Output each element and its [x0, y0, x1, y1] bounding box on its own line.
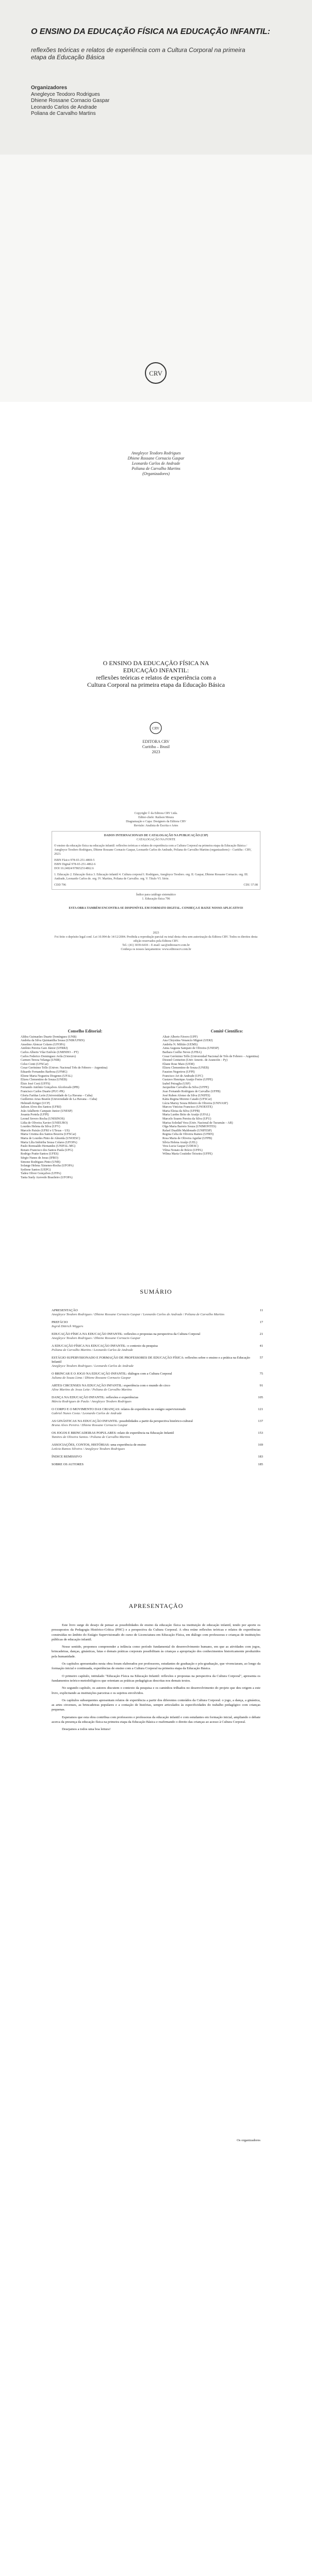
council-member: Marisa Soledad Vera (Univ. Nacional de Tucumán – AR): [162, 1121, 233, 1125]
toc-entry-title: PREFÁCIO: [52, 1320, 68, 1324]
cover-page: [0, 0, 312, 402]
toc-entry-authors: Anegleyce Teodoro Rodrigues / Dhiene Rossane Cornacio Gaspar: [52, 1336, 141, 1340]
presentation-heading: APRESENTAÇÃO: [128, 1602, 184, 1609]
council-member: Jacqueline Carvalho da Silva (UFPE): [162, 1086, 209, 1090]
council-member: Carlos Federico Dominguez Avila (Unieuro): [21, 1055, 76, 1058]
toc-entry-page: 17: [259, 1320, 263, 1324]
toc-entry[interactable]: [52, 1443, 263, 1451]
catalog-card: [52, 831, 260, 890]
toc-entry-authors: Aline Martins de Jesus Leite / Poliana de Carvalho Martins: [52, 1388, 132, 1392]
title-page-title: O ENSINO DA EDUCAÇÃO FÍSICA NA EDUCAÇÃO INFANTIL:: [103, 659, 209, 674]
copyright-block: [52, 811, 260, 952]
toc-entry-title: EDUCAÇÃO FÍSICA NA EDUCAÇÃO INFANTIL: reflexões e propostas na perspectiva da Cultura Corporal: [52, 1332, 201, 1336]
toc-entry-authors: Bruna Alves Pereira / Dhiene Rossane Cornacio Gaspar: [52, 1423, 128, 1427]
doi: DOI 10.24824/978652514862.6: [54, 867, 94, 870]
toc-entry-title: O CORPO E O MOVIMENTO DAS CRIANÇAS: relatos de experiência no estágio supervisionado: [52, 1408, 186, 1411]
council-member: Cesar Gerónimo Tello (Universidad Nacional de Três de Febrero – Argentina): [162, 1055, 259, 1058]
toc-entry[interactable]: [52, 1309, 263, 1317]
council-member: Carlos Alberto Vilar Estêvão (UMINHO – PT): [21, 1050, 79, 1054]
council-member: Anna Augusta Sampaio de Oliveira (UNESP): [162, 1047, 219, 1050]
presentation-continuation-page: [0, 2123, 312, 2576]
council-member: Maria Lurdes Brito de Araújo (UFAL): [162, 1113, 210, 1117]
council-member: Gloria Fariñas León (Universidade de La Havana – Cuba): [21, 1094, 93, 1097]
council-member: João Adalberto Campato Junior (UNESP): [21, 1109, 73, 1113]
publication-year: 2023: [152, 750, 160, 754]
council-member: Marcos Vinicius Francisco (UNOESTE): [162, 1106, 213, 1109]
toc-entry-authors: Juliana de Souza Lima / Dhiene Rossane Cornacio Gaspar: [52, 1376, 131, 1380]
council-member: Regina Celia de Oliveira Ramos (UFRN): [162, 1133, 214, 1137]
publisher-logo-icon: [143, 361, 168, 385]
council-member: Aldira Guimarães Duarte Domínguez (UNB): [21, 1035, 77, 1039]
toc-entry[interactable]: [52, 1332, 263, 1341]
council-member: Sílvia Helena Araújo (UEL): [162, 1141, 198, 1144]
toc-entry-page: 183: [258, 1455, 263, 1459]
council-member: Simone Rodrigues Pinto (UNB): [21, 1160, 60, 1164]
site-line: Conheça os nossos lançamentos: www.editoracrv.com.br: [121, 948, 191, 951]
cover-title: O ENSINO DA EDUCAÇÃO FÍSICA NA EDUCAÇÃO INFANTIL:: [31, 27, 270, 36]
cdu-code: CDU 37.08: [243, 884, 258, 887]
toc-entry-page: 169: [258, 1443, 263, 1447]
body-paragraph: Os capítulos subsequentes apresentam relatos de experiência a partir dos diferentes conteúdos da Cultura Corporal: o jogo, a dança, a ginástica, as artes circenses, as brincadeiras populares e a contação de histórias, sempre articulados às especificidades do trabalho pedagógico com crianças pequenas.: [52, 1698, 260, 1712]
council-member: Vilma Nonato de Brício (UFPA): [162, 1148, 203, 1152]
toc-entry-authors: Márcia Rodrigues de Paula / Anegleyce Teodoro Rodrigues: [52, 1400, 132, 1403]
council-member: Elizeu Clementino de Souza (UNEB): [21, 1078, 67, 1082]
publisher-city: Curitiba – Brasil: [142, 744, 170, 749]
council-member: Sérgio Nunes de Jesus (IFRO): [21, 1157, 58, 1160]
catalog-subtitle: CATALOGAÇÃO NA FONTE: [136, 838, 176, 841]
council-member: Francisco Ari de Andrade (UFC): [162, 1074, 203, 1078]
council-member: Marcelo Paixão (UFRJ e UTexas – US): [21, 1129, 70, 1132]
toc-entry[interactable]: [52, 1372, 263, 1380]
toc-entry-page: 185: [258, 1463, 263, 1466]
council-member: Olga Maria Barreto Souza (UNIMONTES): [162, 1125, 216, 1129]
body-paragraph: Esperamos que esta obra contribua com professores e professoras da educação infantil e com estudantes em formação inicial, ampliando o debate acerca da presença da educação física na primeira etapa da Educação Básica e reafirmando o direito das crianças ao acesso à Cultura Corporal.: [52, 1715, 260, 1724]
toc-entry[interactable]: [52, 1396, 263, 1404]
toc-entry-title: AS GINÁSTICAS NA EDUCAÇÃO INFANTIL: possibilidades a partir da perspectiva histórico-cultural: [52, 1419, 193, 1423]
council-member: Celso Conti (UFSCar): [21, 1062, 48, 1066]
toc-page: [0, 1278, 312, 1587]
scientific-committee: [162, 1029, 291, 1157]
body-paragraph: O primeiro capítulo, intitulado "Educação Física na Educação Infantil: reflexões e propostas na perspectiva da Cultura Corporal", apresenta os fundamentos teórico-metodológicos que orientam as práticas pedagógicas descritas nos demais textos.: [52, 1674, 260, 1683]
toc-entry[interactable]: [52, 1408, 263, 1416]
council-member: Antônio Pereira Gaio Júnior (UFRRJ): [21, 1047, 68, 1050]
rights-year: 2023: [153, 931, 159, 935]
half-title-page: [0, 402, 312, 572]
council-member: Elione Maria Nogueira Diogenes (UFAL): [21, 1074, 73, 1078]
council-member: Renato Francisco dos Santos Paula (UFG): [21, 1148, 73, 1152]
council-member: Marcelo Soares Pereira da Silva (UFU): [162, 1117, 211, 1121]
presentation-signature-block: [52, 2138, 260, 2145]
toc-entry[interactable]: [52, 1431, 263, 1439]
rights-body: Foi feito o depósito legal conf. Lei 10.994 de 14/12/2004. Proibida a reprodução parcial ou total desta obra sem autorização da Editora CRV. Todos os direitos desta edição reservados pela Editora CRV.: [54, 936, 258, 943]
copyright-line: Editor-chefe: Railson Moura: [138, 816, 174, 819]
publisher-logo-icon: [149, 721, 162, 735]
council-member: Maria Cristina dos Santos Bezerra (UFSCar): [21, 1133, 76, 1137]
toc-entry-page: 91: [259, 1384, 263, 1387]
toc-entry-page: 75: [259, 1372, 263, 1376]
council-member: Andréia da Silva Quintanilha Sousa (UNIR/UFRN): [21, 1039, 85, 1043]
half-title-organizers: [0, 451, 312, 477]
toc-entry-title: SOBRE OS AUTORES: [52, 1463, 84, 1466]
toc-entry[interactable]: [52, 1344, 263, 1352]
copyright-line: Diagramação e Capa: Designers da Editora CRV: [126, 820, 186, 823]
body-paragraph: Nesse sentido, propomos compreender a infância como período fundamental do desenvolvimento humano, em que as atividades com jogos, brincadeiras, danças, ginásticas, lutas e demais práticas corporais possibilitam às crianças a apropriação dos conhecimentos historicamente produzidos pela humanidade.: [52, 1645, 260, 1658]
toc-entry-title: ARTES CIRCENSES NA EDUCAÇÃO INFANTIL: experiência com o mundo do circo: [52, 1384, 170, 1387]
council-member: Tania Suely Azevedo Brasileiro (UFOPA): [21, 1176, 73, 1179]
council-member: Rafael Duailibi Maldonado (UNIFESP): [162, 1129, 212, 1132]
svg-text:CRV: CRV: [149, 369, 162, 377]
toc-entry-page: 153: [258, 1431, 263, 1435]
council-member: Sydione Santos (UEPG): [21, 1168, 51, 1172]
presentation-signature: Os organizadores: [237, 2139, 260, 2142]
toc-entry-title: ESTÁGIO SUPERVISIONADO E FORMAÇÃO DE PROFESSORES DE EDUCAÇÃO FÍSICA: reflexões sobre o ensino e a prática na Educação Infantil: [52, 1356, 250, 1364]
toc-entry[interactable]: [52, 1320, 263, 1329]
cover-organizers-heading: Organizadores: [31, 85, 68, 91]
catalog-body: O ensino da educação física na educação infantil: reflexões teóricas e relatos de experiência com a Cultura Corporal na primeira etapa da Educação Básica / Anegleyce Teodoro Rodrigues, Dhiene Rossane Cornacio Gaspar, Leonardo Carlos de Andrade, Poliana de Carvalho Martins (organizadores) – Curitiba : CRV, 2023.: [54, 844, 252, 856]
publisher-name: EDITORA CRV: [142, 739, 170, 744]
council-member: Joao Fernando Rodrigues de Carvalho (UFPB): [162, 1090, 221, 1093]
toc-entry-authors: Tamires de Oliveira Santos / Poliana de Carvalho Martins: [52, 1435, 130, 1439]
council-member: Eliane Rose Maio (UEM): [162, 1062, 194, 1066]
cover-organizer: Poliana de Carvalho Martins: [31, 111, 96, 116]
copyright-line: Revisão: Analista de Escrita e Artes: [134, 824, 178, 827]
toc-entry-authors: Poliana de Carvalho Martins / Leonardo Carlos de Andrade: [52, 1348, 133, 1352]
council-member: Rosa Maria de Oliveira Aguilar (UFPB): [162, 1137, 212, 1141]
toc-entry-page: 137: [258, 1419, 263, 1423]
title-page-imprint: [0, 739, 312, 755]
toc-entry[interactable]: [52, 1463, 263, 1467]
organizer-name: Leonardo Carlos de Andrade: [132, 461, 180, 466]
toc-entry-page: 121: [258, 1408, 263, 1411]
toc-entry[interactable]: [52, 1419, 263, 1428]
toc-entry[interactable]: [52, 1384, 263, 1392]
toc-entry-page: 105: [258, 1396, 263, 1399]
editorial-council: [21, 1029, 150, 1180]
councils-page: [0, 1020, 312, 1278]
toc-entry-authors: Letícia Ramos Silveira / Anegleyce Teodoro Rodrigues: [52, 1447, 125, 1451]
organizer-name: Dhiene Rossane Cornacio Gaspar: [127, 456, 185, 461]
organizer-name: Anegleyce Teodoro Rodrigues: [131, 451, 181, 455]
toc-entry-title: OS JOGOS E BRINCADEIRAS POPULARES: relato de experiência na Educação Infantil: [52, 1431, 174, 1435]
toc-entry-authors: Ingrid Dittrich Wiggers: [52, 1325, 84, 1328]
isbn-digital: ISBN Digital 978-65-251-4862-6: [54, 863, 96, 866]
council-member: Leonel Severo Rocha (UNISINOS): [21, 1117, 65, 1121]
council-member: Jailson Alves dos Santos (UFRJ): [21, 1106, 61, 1109]
body-paragraph: Este livro surge do desejo de pensar as possibilidades de ensino da educação física na instituição de educação infantil, tendo por aporte os pressupostos da Pedagogia Histórico-Crítica (PHC) e a perspectiva da Cultura Corporal. A obra reúne reflexões teóricas e relatos de experiências construídas no âmbito do Estágio Supervisionado do curso de Licenciatura em Educação Física, em diálogo com professoras e crianças de instituições públicas de educação infantil.: [52, 1623, 260, 1641]
council-member: Vera Lucia Gaspar (UDESC): [162, 1145, 199, 1148]
index-heading: Índice para catálogo sistemático: [136, 893, 176, 896]
council-member: Paulo Romualdo Hernandes (UNIFAL-MG): [21, 1145, 76, 1148]
council-member: Solange Helena Ximenes-Rocha (UFOPA): [21, 1164, 74, 1168]
title-page-subtitle: reflexões teóricas e relatos de experiência com a Cultura Corporal na primeira etapa da Educação Básica: [87, 674, 225, 688]
council-member: Tadeu Oliver Gonçalves (UFPA): [21, 1172, 61, 1176]
toc-entry-title: ÍNDICE REMISSIVO: [52, 1455, 82, 1459]
presentation-body: [52, 1623, 260, 1735]
council-member: Carmen Tereza Velanga (UNIR): [21, 1059, 61, 1062]
council-member: Élsio José Corá (UFFS): [21, 1082, 51, 1086]
cover-organizers: [31, 85, 186, 117]
council-member: Rodrigo Pratte-Santos (UFES): [21, 1153, 59, 1156]
cover-subtitle: reflexões teóricas e relatos de experiência com a Cultura Corporal na primeira etapa da Educação Básica: [31, 46, 245, 61]
toc-entry-title: APRESENTAÇÃO: [52, 1309, 78, 1312]
council-member: Elizeu Clementino de Souza (UNEB): [162, 1066, 209, 1070]
council-member: Guillermo Arias Beatón (Universidade de La Havana – Cuba): [21, 1098, 97, 1101]
council-member: Izabel Petraglia (USP): [162, 1082, 190, 1086]
council-member: Maria Eloisa da Silva (UFPB): [162, 1109, 200, 1113]
toc-entry-title: A EDUCAÇÃO FÍSICA NA EDUCAÇÃO INFANTIL: o contexto da pesquisa: [52, 1344, 158, 1348]
organizer-role: (Organizadores): [142, 471, 170, 476]
toc-entry-page: 41: [259, 1344, 263, 1348]
toc-entry-title: O BRINCAR E O JOGO NA EDUCAÇÃO INFANTIL: diálogos com a Cultura Corporal: [52, 1372, 172, 1376]
council-member: Wilma Maria Coutinho Teixeira (UFPE): [162, 1153, 212, 1156]
svg-text:CRV: CRV: [152, 726, 159, 731]
council-member: Barbara Coelho Neves (UFBA): [162, 1050, 202, 1054]
council-member: Fernando Antônio Gonçalves Alcoforado (IPB): [21, 1086, 79, 1090]
toc-entry-authors: Anegleyce Teodoro Rodrigues / Leonardo Carlos de Andrade: [52, 1364, 134, 1368]
council-member: Maria de Lourdes Pinto de Almeida (UNOESC): [21, 1137, 80, 1141]
council-member: Cesar Gerónimo Tello (Univer. Nacional Três de Febrero – Argentina): [21, 1066, 108, 1070]
toc-entry-title: ASSOCIAÇÕES, CONTOS, HISTÓRIAS: uma experiência de ensino: [52, 1443, 146, 1447]
toc-entry-page: 57: [259, 1356, 263, 1360]
council-member: Maria Lília Imbiriba Sousa Colares (UFOPA): [21, 1141, 77, 1144]
toc-entry-title: DANÇA NA EDUCAÇÃO INFANTIL: reflexões e experiências: [52, 1396, 139, 1399]
body-paragraph: Os capítulos apresentados nesta obra foram elaborados por professores, estudantes de graduação e pós-graduação, que vivenciaram, ao longo da formação inicial e continuada, experiências de ensino com a Cultura Corporal na primeira etapa da Educação Básica.: [52, 1662, 260, 1671]
toc-entry-page: 21: [259, 1332, 263, 1336]
council-member: Kátia Regina Moreno Caiado (UFSCar): [162, 1098, 212, 1101]
toc-entry[interactable]: [52, 1455, 263, 1459]
editorial-council-heading: Conselho Editorial:: [68, 1029, 103, 1033]
council-member: Lídia de Oliveira Xavier (UNIEURO): [21, 1121, 68, 1125]
council-member: Lúcia Marisy Souza Ribeiro de Oliveira (UNIVASF): [162, 1101, 228, 1105]
contact-line: Tel.: (41) 3039-6418 – E-mail: sac@editoracrv.com.br: [122, 944, 190, 947]
council-member: Francisco Carlos Duarte (PUC-PR): [21, 1090, 64, 1093]
cover-organizer: Dhiene Rossane Cornacio Gaspar: [31, 98, 110, 104]
council-member: Lourdes Helena da Silva (UFV): [21, 1125, 60, 1129]
copyright-line: Copyright © da Editora CRV Ltda.: [134, 812, 178, 815]
body-paragraph: No segundo capítulo, os autores discutem o contexto da pesquisa e os caminhos trilhados no desenvolvimento do projeto que deu origem a este livro, explicitando as instituições parceiras e os sujeitos envolvidos.: [52, 1686, 260, 1695]
council-member: Anselmo Alencar Colares (UFOPA): [21, 1043, 65, 1046]
presentation-page: [0, 1587, 312, 2123]
cover-organizer: Leonardo Carlos de Andrade: [31, 104, 97, 110]
toc-entry-authors: Anegleyce Teodoro Rodrigues / Dhiene Rossane Cornacio Gaspar / Leonardo Carlos de Andrade / Poliana de Carvalho Martins: [52, 1313, 225, 1316]
council-member: Ana Chrystina Venancio Mignot (UERJ): [162, 1039, 213, 1043]
digital-note: ESTA OBRA TAMBÉM ENCONTRA-SE DISPONÍVEL EM FORMATO DIGITAL. CONHEÇA E BAIXE NOSSO APLICATIVO!: [69, 907, 243, 910]
cdd-code: CDD 796: [54, 884, 67, 887]
toc-entry-authors: Gabriel Nunes Costa / Leonardo Carlos de Andrade: [52, 1412, 122, 1415]
scientific-committee-heading: Comitê Científico:: [210, 1029, 243, 1033]
organizer-name: Poliana de Carvalho Martins: [132, 466, 180, 471]
copyright-page: [0, 804, 312, 1020]
cover-band: [0, 0, 312, 155]
catalog-title: DADOS INTERNACIONAIS DE CATALOGAÇÃO NA PUBLICAÇÃO (CIP): [104, 834, 208, 837]
council-member: Andréia N. Militão (UEMS): [162, 1043, 198, 1046]
council-member: Fauston Negreiros (UFPI): [162, 1070, 195, 1074]
council-member: José Ruben Afonso da Silva (UNIFEI): [162, 1094, 210, 1097]
cover-organizer: Anegleyce Teodoro Rodrigues: [31, 91, 100, 97]
toc-heading: SUMÁRIO: [140, 1288, 172, 1295]
council-member: Altair Alberto Fávero (UPF): [162, 1035, 198, 1039]
toc-entry[interactable]: [52, 1356, 263, 1368]
council-member: Eduardo Fernandes Barbosa (UFMG): [21, 1070, 68, 1074]
title-page: [0, 572, 312, 804]
toc-entry-page: 11: [259, 1309, 263, 1312]
index-item: 1. Educação física 796: [142, 897, 170, 901]
council-member: Helmuth Krüger (UCP): [21, 1101, 50, 1105]
isbn-print: ISBN Físico 978-65-251-4869-5: [54, 859, 95, 862]
body-paragraph: Desejamos a todos uma boa leitura!: [62, 1727, 111, 1732]
title-block: [0, 659, 312, 688]
catalog-keywords: 1. Educação 2. Educação física 3. Educação infantil 4. Cultura corporal I. Rodrigues, Anegleyce Teodoro. org. II. Gaspar, Dhiene Rossane Cornacio. org. III. Andrade, Leonardo Carlos de. org. IV. Martins, Poliana de Carvalho. org. V. Título VI. Série.: [54, 873, 249, 880]
council-member: Josania Portela (UFPI): [21, 1113, 49, 1117]
toc-list: [52, 1309, 263, 1470]
council-member: Gustavo Henrique Araújo Freire (UFPE): [162, 1078, 213, 1082]
council-member: Diosnel Centurion (Univ Americ. de Asunción – Py): [162, 1059, 227, 1062]
